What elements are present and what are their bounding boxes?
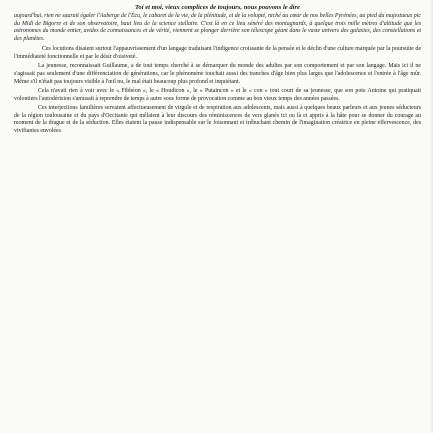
running-header: Toi et moi, vieux complices de toujours, nous pouvons le dire (135, 4, 300, 11)
body-paragraph-2: La jeunesse, reconnaissait Guillaume, a de tout temps cherché à se démarquer du monde des adultes par son comportement et par son langage. Mais ici il ne s'agissait pas seulement d'une différenciation de générations, car le phénomène touchait aussi des tranches d'âge bien plus larges que l'adolescence et l'entrée à l'âge mûr. Même s'il n'était pas toujours visible à l'œil nu, le mal était beaucoup plus profond et inquiétant. (14, 63, 421, 85)
intro-italic-paragraph: aujourd'hui, rien ne saurait égaler l'Auberge de l'Écu, le cabaret de la vie, de la plénitude, et de la volupté, niché au cœur de nos belles Pyrénées, au pied du majestueux pic du Midi de Bigorre et de son observatoire, haut lieu de la science stellaire. C'est là en ce lieu sénéré des montagnards, à quelque trois mille mètres d'altitude que les astronomes du monde entier, avides de connaissances et de vérité, viennent se plonger derrière son télescope géant dans le vaste univers des galaxies, des constellations et des planètes. (14, 13, 421, 42)
body-paragraph-4: Ces interjections familières servaient affectueusement de virgule et de respiration aux adolescents, mais aussi à quelques beaux parleurs et aux jeunes séducteurs de la région toulousaine et du pays d'Occitanie qui mêlaient à leur discours des réminiscences de vers glanés ici ou là et appris à la hâte pour se donner du courage au moment de la drague et de la séduction. Elles étaient la pause indispensable sur le foisonnant et trébuchant chemin de l'imagination créatrice en pleine effervescence, des vivifiantes envolées (14, 105, 421, 134)
body-paragraph-3: Cela n'avait rien à voir avec le « Fibbéon », le « Houdicon », le « Putaincon » et le « con » tout court de sa jeunesse, que son pote Antoine qui pratiquait volontiers l'autodérision s'amusait à reprendre de temps à autre sous forme de provocation comme au bon vieux temps des années passées. (14, 88, 421, 102)
body-paragraph-1: Ces locutions disaient surtout l'appauvrissement d'un langage traduisant l'indigence croissante de la pensée et le déclin d'une culture marquée par la poursuite de l'immédiateté fonctionnelle et par le désir d'oisiveté. (14, 46, 421, 60)
